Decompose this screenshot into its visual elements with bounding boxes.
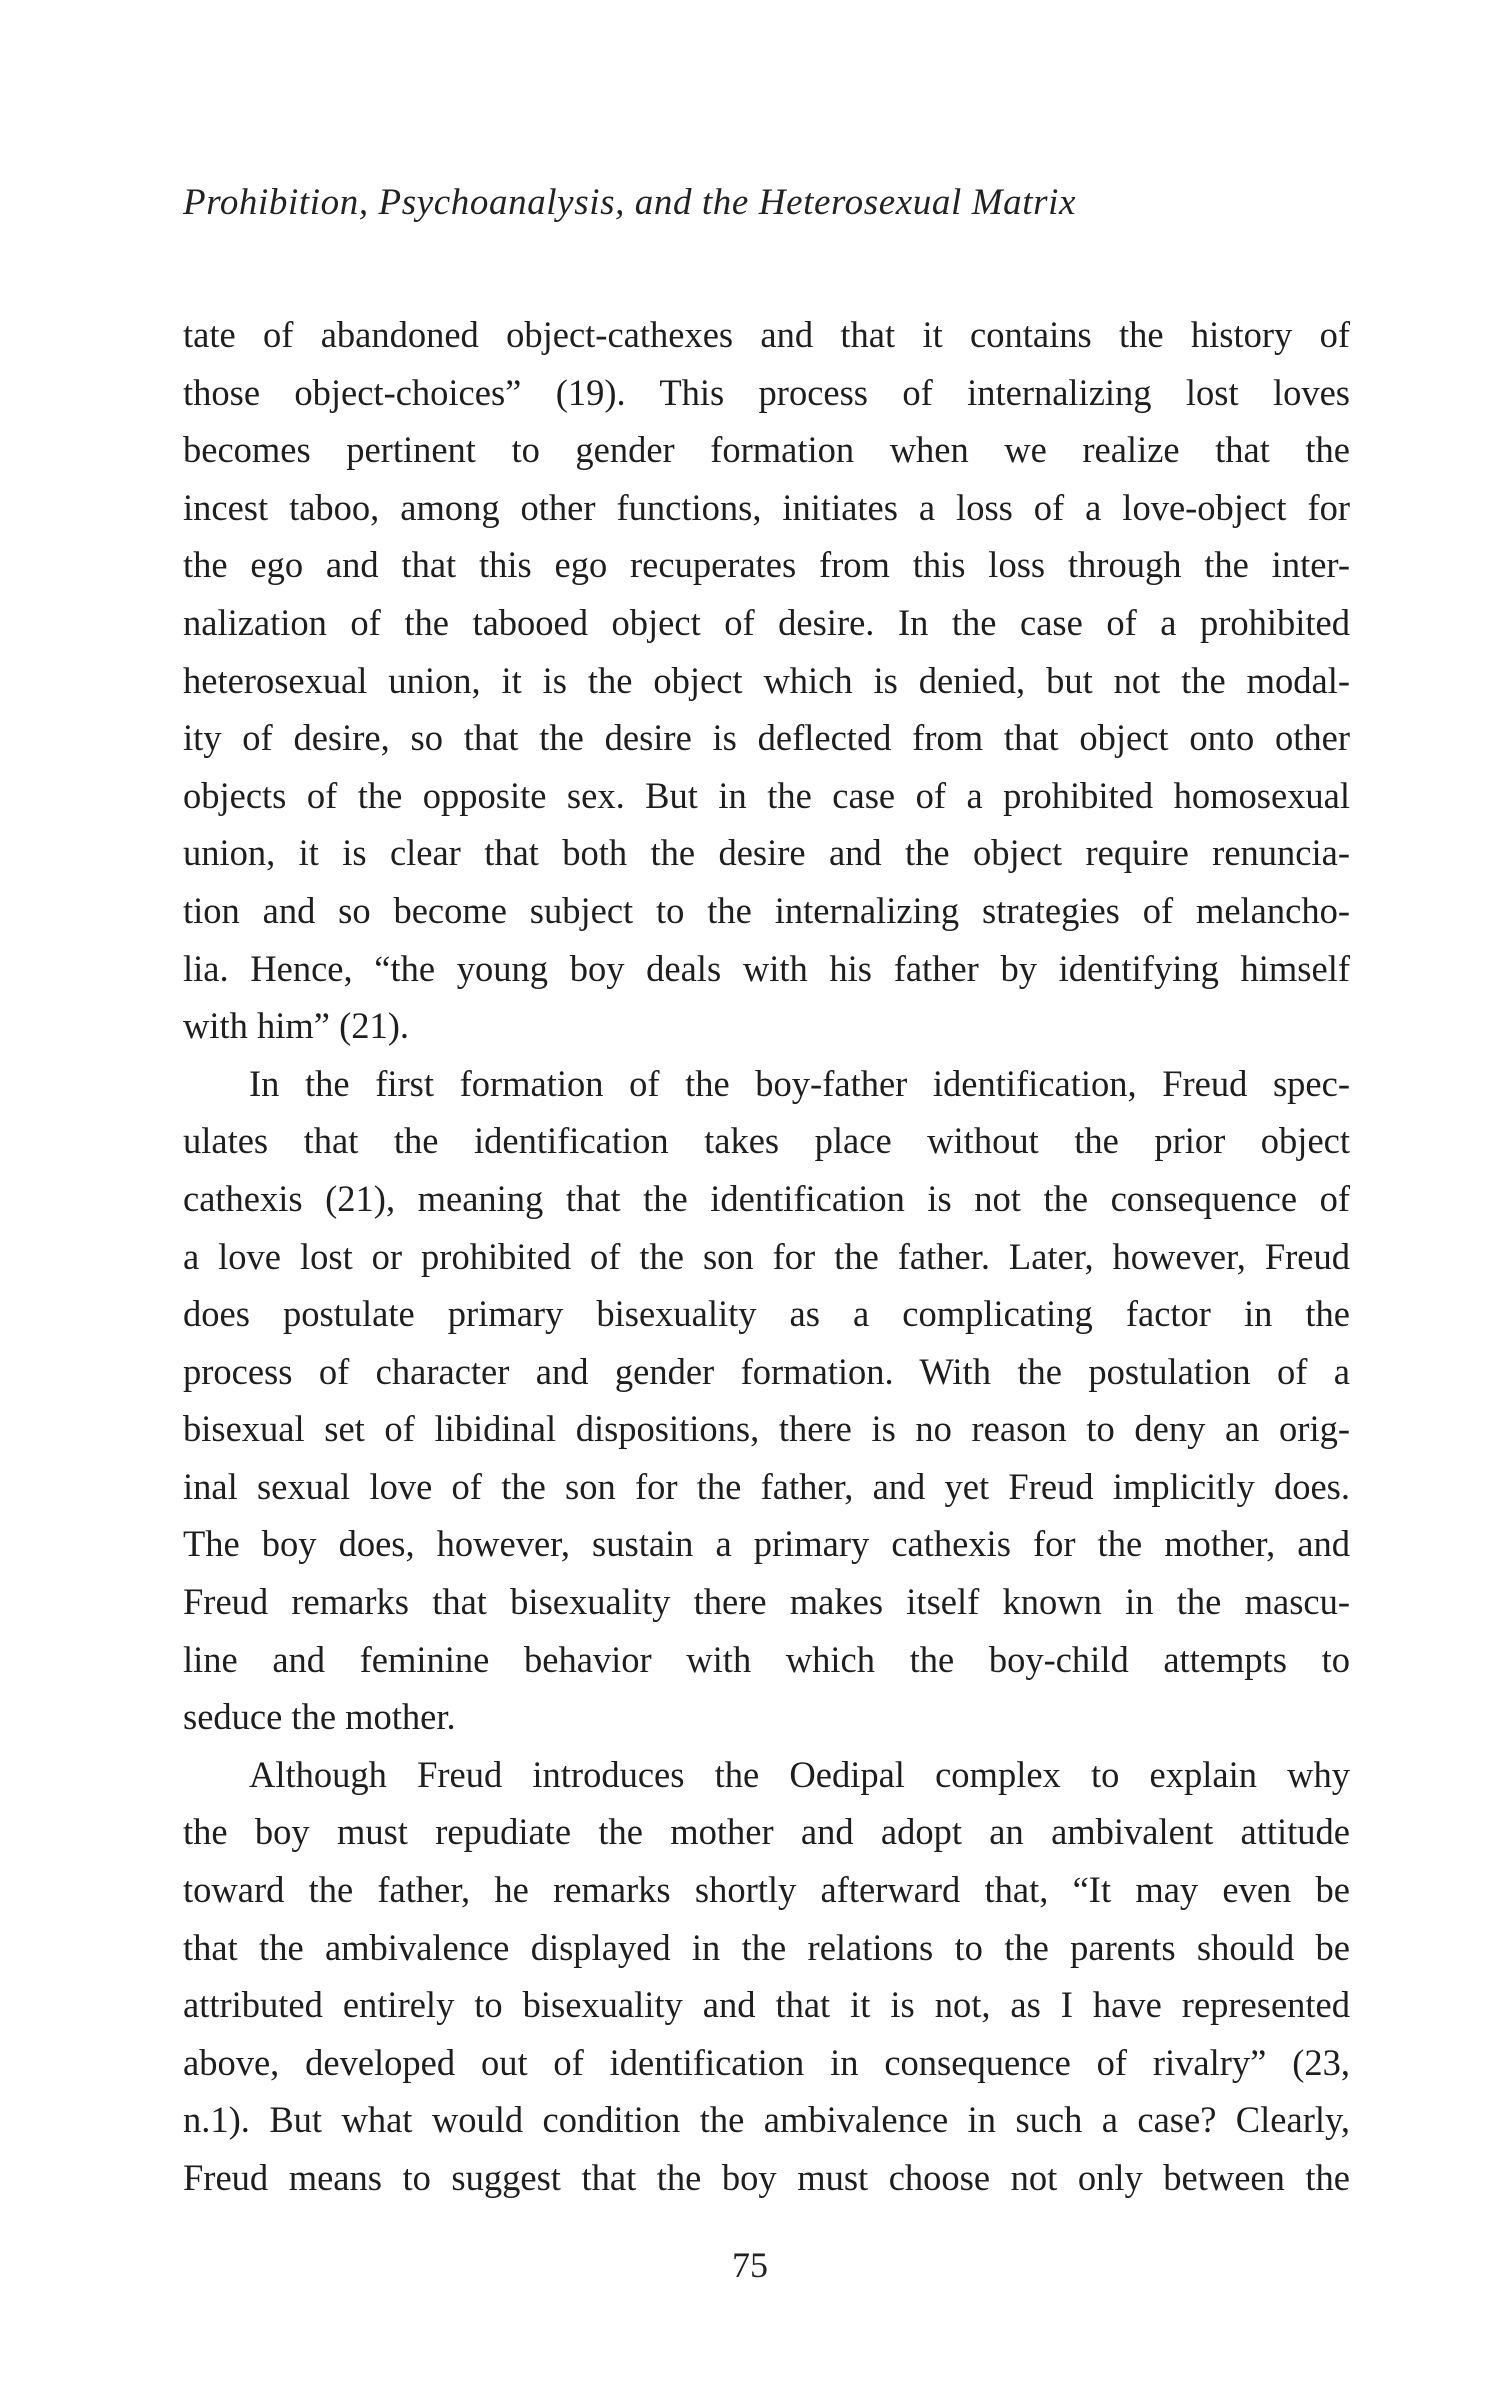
text-line: ulates that the identification takes place without the prior object [183,1120,1350,1162]
text-line: union, it is clear that both the desire and the object require renuncia- [183,832,1350,874]
text-line: Freud means to suggest that the boy must choose not only between the [183,2157,1350,2198]
page-number: 75 [732,2245,768,2285]
text-line: a love lost or prohibited of the son for the father. Later, however, Freud [183,1235,1350,1277]
text-line: becomes pertinent to gender formation when we realize that the [183,429,1350,471]
text-line: does postulate primary bisexuality as a complicating factor in the [183,1293,1350,1335]
text-line: the ego and that this ego recuperates from this loss through the inter- [183,544,1350,586]
text-line: the boy must repudiate the mother and adopt an ambivalent attitude [183,1811,1350,1853]
text-line: bisexual set of libidinal dispositions, there is no reason to deny an orig- [183,1408,1350,1450]
text-line: ity of desire, so that the desire is deflected from that object onto other [183,717,1350,759]
running-head: Prohibition, Psychoanalysis, and the Heterosexual Matrix [183,182,1077,223]
text-line: tion and so become subject to the internalizing strategies of melancho- [183,889,1350,931]
paragraph-end-line: seduce the mother. [183,1696,456,1738]
text-line: The boy does, however, sustain a primary cathexis for the mother, and [183,1523,1350,1565]
paragraph-end-line: with him” (21). [183,1005,410,1047]
text-line: line and feminine behavior with which the boy-child attempts to [183,1638,1350,1680]
body-text [183,306,1350,2207]
text-line: that the ambivalence displayed in the relations to the parents should be [183,1926,1350,1968]
text-line: above, developed out of identification in consequence of rivalry” (23, [183,2041,1350,2083]
text-line: inal sexual love of the son for the father, and yet Freud implicitly does. [183,1465,1350,1507]
paragraph-start-line: Although Freud introduces the Oedipal complex to explain why [249,1753,1350,1795]
text-line: Freud remarks that bisexuality there makes itself known in the mascu- [183,1581,1350,1623]
text-line: heterosexual union, it is the object which is denied, but not the modal- [183,659,1350,701]
paragraph-start-line: In the first formation of the boy-father identification, Freud spec- [249,1062,1350,1104]
text-line: attributed entirely to bisexuality and that it is not, as I have represented [183,1984,1350,2026]
text-line: objects of the opposite sex. But in the case of a prohibited homosexual [183,774,1350,816]
text-line: nalization of the tabooed object of desire. In the case of a prohibited [183,601,1350,643]
text-line: toward the father, he remarks shortly afterward that, “It may even be [183,1869,1350,1911]
text-line: cathexis (21), meaning that the identification is not the consequence of [183,1177,1350,1219]
text-line: tate of abandoned object-cathexes and that it contains the history of [183,314,1350,355]
text-line: those object-choices” (19). This process of internalizing lost loves [183,371,1350,413]
text-line: n.1). But what would condition the ambivalence in such a case? Clearly, [183,2099,1350,2141]
text-line: incest taboo, among other functions, initiates a loss of a love-object for [183,486,1350,528]
text-line: lia. Hence, “the young boy deals with his father by identifying himself [183,947,1350,989]
text-line: process of character and gender formation. With the postulation of a [183,1350,1350,1392]
